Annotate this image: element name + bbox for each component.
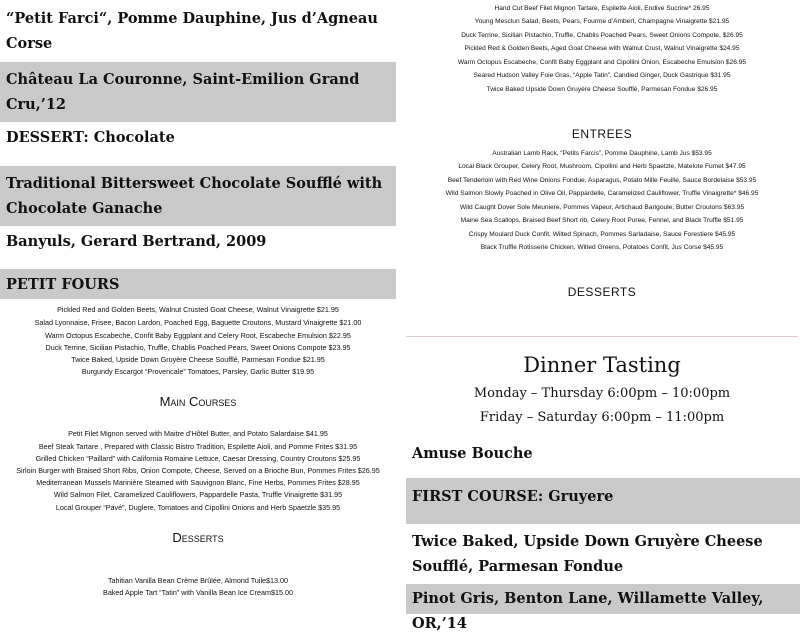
desserts-heading: Desserts: [172, 530, 224, 545]
dessert-heading: DESSERT: Chocolate: [6, 129, 175, 146]
section-divider: [406, 336, 798, 337]
starter-item: Burgundy Escargot “Provencale” Tomatoes, Parsley, Garlic Butter $19.95: [81, 367, 315, 376]
entree-item: Beef Tenderloin with Red Wine Onions Fondue, Asparagus, Potato Mille Feuille, Sauce Bordelaise $53.95: [447, 177, 757, 184]
starter-item: Warm Octopus Escabeche, Confit Baby Eggplant and Cipollini Onion, Escabeche Emulsion $26.95: [457, 59, 747, 66]
dessert-item-line-1: Traditional Bittersweet Chocolate Soufflé with: [6, 175, 383, 192]
entree-item: Wild Salmon Slowly Poached in Olive Oil, Pappardelle, Caramelized Cauliflower, Truffle Vinaigrette* $46.95: [445, 190, 759, 197]
entrees-heading: ENTREES: [571, 127, 633, 141]
course-item-line-2: Corse: [6, 35, 53, 52]
wine-pairing-band: [0, 62, 396, 122]
main-courses-heading: Main Courses: [159, 394, 237, 409]
petit-fours-heading: PETIT FOURS: [0, 269, 396, 299]
dessert-item-line-2: Chocolate Ganache: [6, 200, 163, 217]
main-course-item: Petit Filet Mignon served with Maitre d’Hôtel Butter, and Potato Salardaise $41.95: [68, 429, 328, 438]
entree-item: Maine Sea Scallops, Braised Beef Short rib, Celery Root Puree, Fennel, and Black Truffle $51.95: [460, 217, 744, 224]
first-course-heading: FIRST COURSE: Gruyere: [406, 478, 800, 524]
entree-item: Australian Lamb Rack, “Petits Farcis”, Pomme Dauphine, Lamb Jus $53.95: [492, 150, 712, 157]
starter-item: Twice Baked Upside Down Gruyère Cheese Soufflé, Parmesan Fondue $26.95: [486, 86, 718, 93]
entree-item: Local Black Grouper, Celery Root, Mushroom, Cipollini and Herb Spaetzle, Matelote Fumet $47.95: [458, 163, 746, 170]
dessert-wine: Banyuls, Gerard Bertrand, 2009: [6, 233, 267, 250]
starter-item: Pickled Red & Golden Beets, Aged Goat Cheese with Walnut Crust, Walnut Vinaigrette $24.95: [464, 45, 740, 52]
main-course-item: Sirloin Burger with Braised Short Ribs, Onion Compote, Cheese, Served on a Brioche Bun, Pommes Frites $26.95: [16, 466, 380, 475]
wine-pairing-band: Pinot Gris, Benton Lane, Willamette Valley, OR,’14: [406, 584, 800, 614]
tasting-hours-weekend: Friday – Saturday 6:00pm – 11:00pm: [479, 410, 725, 425]
starter-item: Salad Lyonnaise, Frisee, Bacon Lardon, Poached Egg, Baguette Croutons, Mustard Vinaigrette $21.00: [34, 318, 362, 327]
entree-item: Wild Caught Dover Sole Meuniere, Pommes Vapeur, Artichaud Barigoule, Butter Croutons $63.95: [459, 204, 745, 211]
starter-item: Warm Octopus Escabeche, Confit Baby Eggplant and Celery Root, Escabeche Emulsion $22.95: [45, 331, 351, 340]
starter-item: Duck Terrine, Sicilian Pistachio, Truffle, Chablis Poached Pears, Sweet Onions Compote $23.95: [45, 343, 351, 352]
wine-pairing-line-2: Cru,’12: [6, 96, 66, 113]
desserts-heading: DESSERTS: [567, 285, 637, 299]
main-course-item: Local Grouper “Pavé”, Duglere, Tomatoes and Cipollini Onions and Herb Spaetzle $35.95: [55, 503, 341, 512]
main-course-item: Beef Steak Tartare , Prepared with Classic Bistro Tradition, Espilette Aioli, and Pomme Frites $31.95: [38, 442, 358, 451]
first-course-item-line-2: Soufflé, Parmesan Fondue: [412, 558, 624, 575]
starter-item: Duck Terrine, Sicilian Pistachio, Truffle, Chablis Poached Pears, Sweet Onions Compote, $26.95: [461, 32, 743, 39]
starter-item: Hand Cut Beef Filet Mignon Tartare, Espilette Aioli, Endive Sucrine* 26.95: [494, 5, 710, 12]
tasting-title: Dinner Tasting: [523, 353, 681, 377]
right-tasting-panel: [404, 340, 800, 632]
starter-item: Young Mesclun Salad, Beets, Pears, Fourme d’Ambert, Champagne Vinaigrette $21.95: [474, 18, 730, 25]
amuse-bouche: Amuse Bouche: [412, 445, 533, 462]
course-item-line-1: “Petit Farci“, Pomme Dauphine, Jus d’Agneau: [6, 10, 378, 27]
main-course-item: Wild Salmon Filet, Caramelized Cauliflowers, Pappardelle Pasta, Truffle Vinaigrette $31.95: [53, 490, 343, 499]
tasting-hours-weekday: Monday – Thursday 6:00pm – 10:00pm: [473, 386, 731, 401]
first-course-item-line-1: Twice Baked, Upside Down Gruyère Cheese: [412, 533, 763, 550]
main-course-item: Mediterranean Mussels Marinière Steamed with Sauvignon Blanc, Fine Herbs, Pommes Frites $28.95: [36, 478, 360, 487]
dessert-item-band: [0, 166, 396, 226]
right-carte-menu: [404, 0, 800, 340]
dessert-item: Tahitian Vanilla Bean Crème Brûlée, Almond Tuile$13.00: [107, 576, 289, 585]
entree-item: Black Truffle Rotisserie Chicken, Wilted Greens, Potatoes Confit, Jus Corse $45.95: [480, 244, 724, 251]
entree-item: Crispy Moulard Duck Confit, Wilted Spinach, Pommes Sarladaise, Sauce Forestiere $45.95: [468, 231, 736, 238]
left-tasting-panel: [0, 0, 396, 300]
wine-pairing-line-1: Château La Couronne, Saint-Emilion Grand: [6, 71, 360, 88]
starter-item: Twice Baked, Upside Down Gruyère Cheese Soufflé, Parmesan Fondue $21.95: [71, 355, 325, 364]
left-bistro-menu: [0, 300, 396, 600]
dessert-item: Baked Apple Tart “Tatin” with Vanilla Bean Ice Cream$15.00: [103, 588, 293, 597]
main-course-item: Grilled Chicken “Paillard” with California Romaine Lettuce, Caesar Dressing, Country Croutons $25.95: [35, 454, 361, 463]
starter-item: Seared Hudson Valley Foie Gras, “Apple Tatin”, Candied Ginger, Duck Gastrique $31.95: [473, 72, 731, 79]
starter-item: Pickled Red and Golden Beets, Walnut Crusted Goat Cheese, Walnut Vinaigrette $21.95: [57, 305, 339, 314]
